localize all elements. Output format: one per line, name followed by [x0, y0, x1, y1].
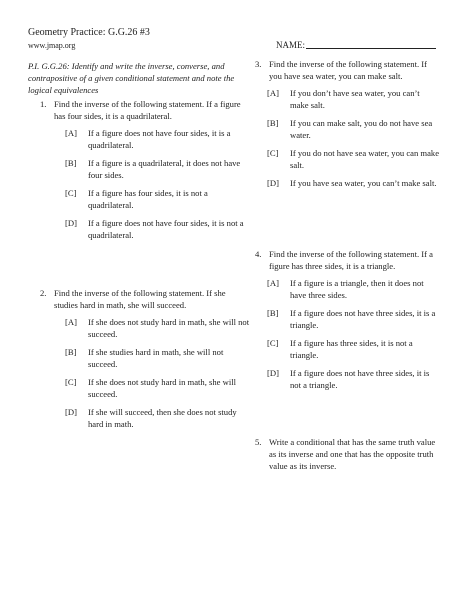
choice-text: If a figure is a triangle, then it does not have three sides.	[290, 278, 424, 300]
answer-choices	[40, 316, 250, 430]
question-stem	[255, 436, 440, 472]
question-3	[255, 58, 440, 195]
name-blank-line	[306, 48, 436, 49]
choice-text: If a figure is a quadrilateral, it does not have four sides.	[88, 158, 241, 180]
choice-text: If she studies hard in math, she will not succeed.	[88, 347, 224, 369]
site-url: www.jmap.org	[28, 41, 76, 50]
question-number: 5.	[255, 437, 262, 447]
choice-text: If you can make salt, you do not have sea water.	[290, 118, 433, 140]
choice-label: [A]	[267, 88, 279, 98]
choice-text: If you do not have sea water, you can make salt.	[290, 148, 440, 170]
choice-a[interactable]	[267, 87, 440, 111]
choice-b[interactable]	[65, 157, 250, 181]
choice-text: If a figure does not have four sides, it is a quadrilateral.	[88, 128, 231, 150]
choice-a[interactable]	[267, 277, 440, 301]
question-text: Find the inverse of the following statement. If a figure has three sides, it is a triangle.	[269, 249, 433, 271]
answer-choices	[255, 277, 440, 391]
question-stem	[40, 98, 250, 122]
question-stem	[255, 248, 440, 272]
choice-c[interactable]	[65, 376, 250, 400]
question-number: 2.	[40, 288, 47, 298]
choice-label: [A]	[65, 317, 77, 327]
choice-text: If you don’t have sea water, you can’t make salt.	[290, 88, 420, 110]
choice-a[interactable]	[65, 127, 250, 151]
choice-d[interactable]	[267, 177, 440, 189]
choice-label: [B]	[65, 347, 77, 357]
question-1	[40, 98, 250, 247]
choice-text: If a figure has three sides, it is not a triangle.	[290, 338, 413, 360]
answer-choices	[40, 127, 250, 241]
choice-text: If she does not study hard in math, she will not succeed.	[88, 317, 250, 339]
choice-text: If a figure does not have three sides, it is a triangle.	[290, 308, 436, 330]
choice-label: [B]	[267, 308, 279, 318]
worksheet-title: Geometry Practice: G.G.26 #3	[28, 27, 150, 38]
choice-label: [C]	[65, 377, 77, 387]
choice-a[interactable]	[65, 316, 250, 340]
choice-label: [D]	[65, 218, 77, 228]
choice-b[interactable]	[65, 346, 250, 370]
choice-d[interactable]	[267, 367, 440, 391]
choice-label: [B]	[65, 158, 77, 168]
question-2	[40, 287, 250, 436]
question-stem	[255, 58, 440, 82]
performance-indicator: P.I. G.G.26: Identify and write the inverse, converse, and contrapositive of a given conditional statement and note the logical equivalences	[28, 61, 235, 95]
choice-label: [B]	[267, 118, 279, 128]
choice-c[interactable]	[267, 147, 440, 171]
question-text: Write a conditional that has the same truth value as its inverse and one that has the opposite truth value as its inverse.	[269, 437, 436, 471]
choice-text: If a figure has four sides, it is not a quadrilateral.	[88, 188, 208, 210]
choice-d[interactable]	[65, 406, 250, 430]
choice-label: [D]	[267, 368, 279, 378]
question-text: Find the inverse of the following statement. If you have sea water, you can make salt.	[269, 59, 427, 81]
choice-label: [A]	[267, 278, 279, 288]
question-number: 3.	[255, 59, 262, 69]
choice-label: [C]	[267, 148, 279, 158]
choice-label: [D]	[267, 178, 279, 188]
choice-label: [D]	[65, 407, 77, 417]
question-text: Find the inverse of the following statement. If she studies hard in math, she will succeed.	[54, 288, 226, 310]
question-number: 1.	[40, 99, 47, 109]
name-label: NAME:	[276, 40, 305, 50]
choice-label: [C]	[65, 188, 77, 198]
choice-d[interactable]	[65, 217, 250, 241]
question-5	[255, 436, 440, 472]
choice-label: [A]	[65, 128, 77, 138]
question-text: Find the inverse of the following statement. If a figure has four sides, it is a quadrilateral.	[54, 99, 241, 121]
answer-choices	[255, 87, 440, 189]
choice-label: [C]	[267, 338, 279, 348]
choice-c[interactable]	[65, 187, 250, 211]
choice-text: If a figure does not have three sides, it is not a triangle.	[290, 368, 430, 390]
question-4	[255, 248, 440, 397]
choice-text: If you have sea water, you can’t make salt.	[290, 178, 437, 188]
choice-b[interactable]	[267, 307, 440, 331]
choice-text: If she will succeed, then she does not study hard in math.	[88, 407, 237, 429]
choice-b[interactable]	[267, 117, 440, 141]
choice-text: If a figure does not have four sides, it is not a quadrilateral.	[88, 218, 244, 240]
question-number: 4.	[255, 249, 262, 259]
question-stem	[40, 287, 250, 311]
choice-text: If she does not study hard in math, she will succeed.	[88, 377, 236, 399]
choice-c[interactable]	[267, 337, 440, 361]
